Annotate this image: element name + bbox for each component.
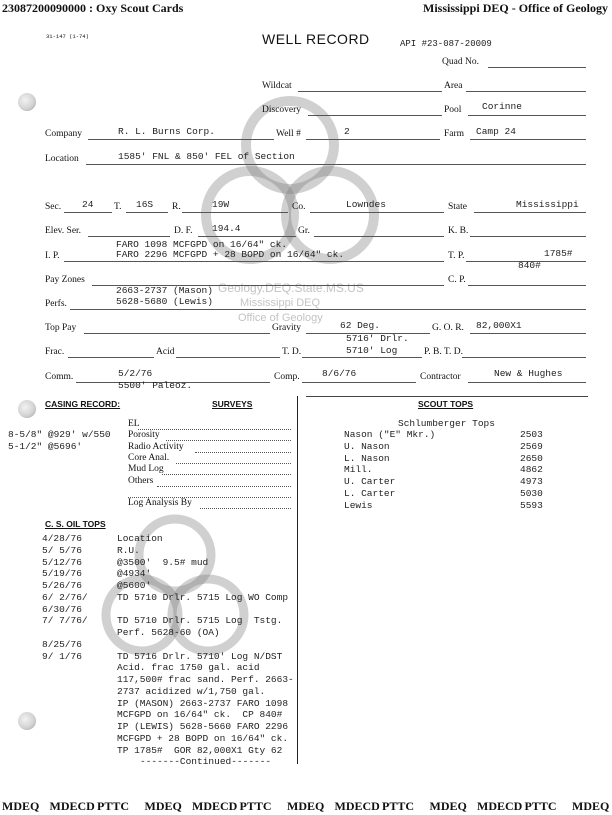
oil-top-date: 5/12/76: [42, 556, 82, 568]
punch-hole-bottom: [18, 712, 36, 730]
footer-word: MDEQ: [144, 799, 182, 813]
survey-item: Core Anal.: [128, 452, 170, 463]
ip-value-2: FARO 2296 MCFGPD + 28 BOPD on 16/64" ck.: [116, 249, 345, 260]
kb-label: K. B.: [448, 226, 469, 236]
acid-label: Acid: [156, 347, 175, 357]
watermark-agency: Mississippi DEQ: [240, 297, 321, 309]
footer-word: MDEQ: [572, 799, 610, 813]
oil-top-date: 7/ 7/76/: [42, 615, 88, 627]
footer-word: PTTC: [524, 799, 557, 813]
oil-top-entry: TD 5710 Drlr. 5715 Log Tstg.: [117, 615, 283, 627]
pool-value: Corinne: [482, 101, 522, 112]
header-left: 23087200090000 : Oxy Scout Cards: [2, 1, 184, 15]
state-value: Mississippi: [516, 199, 579, 210]
oil-top-entry: TD 5710 Drlr. 5715 Log WO Comp: [117, 591, 289, 603]
oil-top-entry: MCFGPD + 28 BOPD on 16/64" ck.: [117, 732, 289, 744]
location-value: 1585' FNL & 850' FEL of Section: [118, 151, 295, 162]
payzone-value-2: 5628-5680 (Lewis): [116, 296, 213, 307]
oil-top-entry: R.U.: [117, 544, 140, 556]
comm-label: Comm.: [45, 372, 74, 382]
casing-line-2: 5-1/2" @5696': [8, 441, 83, 452]
footer-word: PTTC: [382, 799, 415, 813]
frac-label: Frac.: [45, 347, 65, 357]
comp-label: Comp.: [274, 372, 300, 382]
scout-top-name: U. Nason: [344, 440, 390, 452]
tp-value-2: 840#: [518, 260, 541, 271]
punch-hole-middle: [18, 400, 36, 418]
form-code: 31-147 (1-74): [46, 33, 89, 40]
ip-value-1: FARO 1098 MCFGPD on 16/64" ck.: [116, 239, 288, 250]
api-number: API #23-087-20009: [400, 39, 492, 49]
r-value: 19W: [212, 199, 230, 210]
pool-label: Pool: [444, 105, 462, 115]
gravity-label: Gravity: [272, 323, 302, 333]
survey-item: Porosity: [128, 430, 160, 441]
t-value: 16S: [136, 199, 154, 210]
footer-word: MDECD: [49, 799, 95, 813]
footer-word: MDEQ: [429, 799, 467, 813]
scout-tops-top-rule: [306, 396, 588, 397]
elev-label: Elev. Ser.: [45, 226, 82, 236]
oil-top-entry: 2737 acidized w/1,750 gal.: [117, 685, 266, 697]
survey-item: Radio Activity: [128, 441, 184, 452]
column-divider: [297, 396, 298, 764]
punch-hole-top: [18, 93, 36, 111]
oil-top-entry: Location: [117, 533, 163, 544]
sec-value: 24: [82, 199, 94, 210]
scout-top-name: U. Carter: [344, 476, 396, 488]
oil-top-date: 5/26/76: [42, 580, 82, 591]
well-value: 2: [344, 126, 350, 137]
payzone-value-1: 2663-2737 (Mason): [116, 285, 213, 296]
footer-word: PTTC: [239, 799, 272, 813]
t-label: T.: [114, 202, 122, 212]
comp-value: 8/6/76: [322, 368, 357, 379]
footer-word: MDEQ: [2, 799, 40, 813]
watermark-url: Geology.DEQ.State.MS.US: [218, 281, 364, 295]
company-label: Company: [45, 129, 82, 139]
footer-word: MDEQ: [287, 799, 325, 813]
farm-value: Camp 24: [476, 126, 516, 137]
comm-value-2: 5500' Paleoz.: [118, 380, 193, 391]
tp-label: T. P.: [448, 251, 465, 261]
farm-label: Farm: [444, 129, 465, 139]
scout-top-depth: 5593: [520, 499, 543, 511]
oil-top-entry: MCFGPD on 16/64" ck. CP 840#: [117, 709, 283, 721]
gr-label: Gr.: [298, 226, 310, 236]
oil-top-entry: @5600': [117, 580, 152, 591]
footer-word: MDECD: [477, 799, 523, 813]
casing-line-1: 8-5/8" @929' w/550: [8, 429, 111, 440]
scout-top-name: L. Carter: [344, 488, 396, 499]
scout-top-depth: 4973: [520, 476, 543, 488]
comm-value: 5/2/76: [118, 368, 153, 379]
co-label: Co.: [292, 202, 306, 212]
surveys-title: SURVEYS: [212, 399, 253, 409]
scout-top-name: L. Nason: [344, 452, 390, 464]
oil-top-date: 9/ 1/76: [42, 650, 82, 662]
survey-item: EL: [128, 419, 140, 429]
oil-top-entry: @4934': [117, 568, 152, 580]
payzones-label: Pay Zones: [45, 275, 85, 285]
oil-top-entry: -------Continued-------: [140, 756, 272, 768]
well-label: Well #: [276, 129, 301, 139]
gravity-value: 62 Deg.: [340, 320, 380, 331]
discovery-label: Discovery: [262, 105, 302, 115]
oil-top-date: 5/19/76: [42, 568, 82, 580]
scout-top-name: Nason ("E" Mkr.): [344, 429, 436, 440]
watermark-office: Office of Geology: [238, 312, 323, 324]
casing-record-title: CASING RECORD:: [45, 399, 121, 409]
sec-label: Sec.: [45, 202, 62, 212]
scout-top-depth: 2569: [520, 440, 543, 452]
scout-top-name: Mill.: [344, 464, 373, 476]
oil-top-entry: IP (MASON) 2663-2737 FARO 1098: [117, 697, 289, 709]
footer-word: MDECD: [334, 799, 380, 813]
form-title: WELL RECORD: [262, 31, 370, 47]
toppay-label: Top Pay: [45, 323, 77, 333]
scout-top-name: Lewis: [344, 499, 373, 511]
location-label: Location: [45, 154, 79, 164]
state-label: State: [448, 202, 467, 212]
footer-word: MDECD: [192, 799, 238, 813]
scout-tops-subtitle: Schlumberger Tops: [398, 418, 495, 429]
td-value-2: 5710' Log: [346, 345, 398, 356]
df-label: D. F.: [174, 226, 193, 236]
oil-top-entry: TD 5716 Drlr. 5710' Log N/DST: [117, 650, 283, 662]
oil-top-date: 6/30/76: [42, 603, 82, 615]
r-label: R.: [172, 202, 181, 212]
oil-top-date: 8/25/76: [42, 638, 82, 650]
co-value: Lowndes: [346, 199, 386, 210]
scout-top-depth: 2650: [520, 452, 543, 464]
survey-item: Others: [128, 475, 154, 486]
contractor-label: Contractor: [420, 372, 461, 382]
gor-label: G. O. R.: [432, 323, 464, 333]
gor-value: 82,000X1: [476, 320, 522, 331]
td-label: T. D.: [282, 347, 302, 357]
mdeq-seal-watermark: [190, 90, 400, 290]
oil-top-entry: Acid. frac 1750 gal. acid: [117, 662, 260, 674]
pbtd-label: P. B. T. D.: [424, 347, 463, 357]
scout-top-depth: 2503: [520, 429, 543, 440]
quad-label: Quad No.: [442, 57, 479, 67]
oil-top-entry: Perf. 5628-60 (OA): [117, 627, 220, 638]
scout-top-depth: 4862: [520, 464, 543, 476]
oil-tops-title: C. S. OIL TOPS: [45, 519, 106, 529]
area-label: Area: [444, 81, 463, 91]
wildcat-label: Wildcat: [262, 81, 292, 91]
perfs-label: Perfs.: [45, 299, 67, 309]
oil-top-entry: @3500' 9.5# mud: [117, 556, 209, 568]
survey-item: Log Analysis By: [128, 498, 192, 509]
oil-top-date: 4/28/76: [42, 533, 82, 544]
ip-label: I. P.: [45, 251, 60, 261]
survey-item: Mud Log: [128, 464, 164, 475]
td-value-1: 5716' Drlr.: [346, 333, 409, 344]
oil-top-date: 6/ 2/76/: [42, 591, 88, 603]
scout-tops-title: SCOUT TOPS: [418, 399, 474, 409]
contractor-value: New & Hughes: [494, 368, 563, 379]
header-right: Mississippi DEQ - Office of Geology: [423, 1, 608, 15]
footer-word: PTTC: [97, 799, 130, 813]
scout-top-depth: 5030: [520, 488, 543, 499]
oil-top-date: 5/ 5/76: [42, 544, 82, 556]
oil-top-entry: IP (LEWIS) 5628-5660 FARO 2296: [117, 721, 289, 732]
cp-label: C. P.: [448, 275, 466, 285]
tp-value-1: 1785#: [544, 248, 573, 259]
oil-top-entry: 117,500# frac sand. Perf. 2663-: [117, 674, 294, 685]
company-value: R. L. Burns Corp.: [118, 126, 215, 137]
df-value: 194.4: [212, 223, 241, 234]
oil-top-entry: TP 1785# GOR 82,000X1 Gty 62: [117, 744, 283, 756]
